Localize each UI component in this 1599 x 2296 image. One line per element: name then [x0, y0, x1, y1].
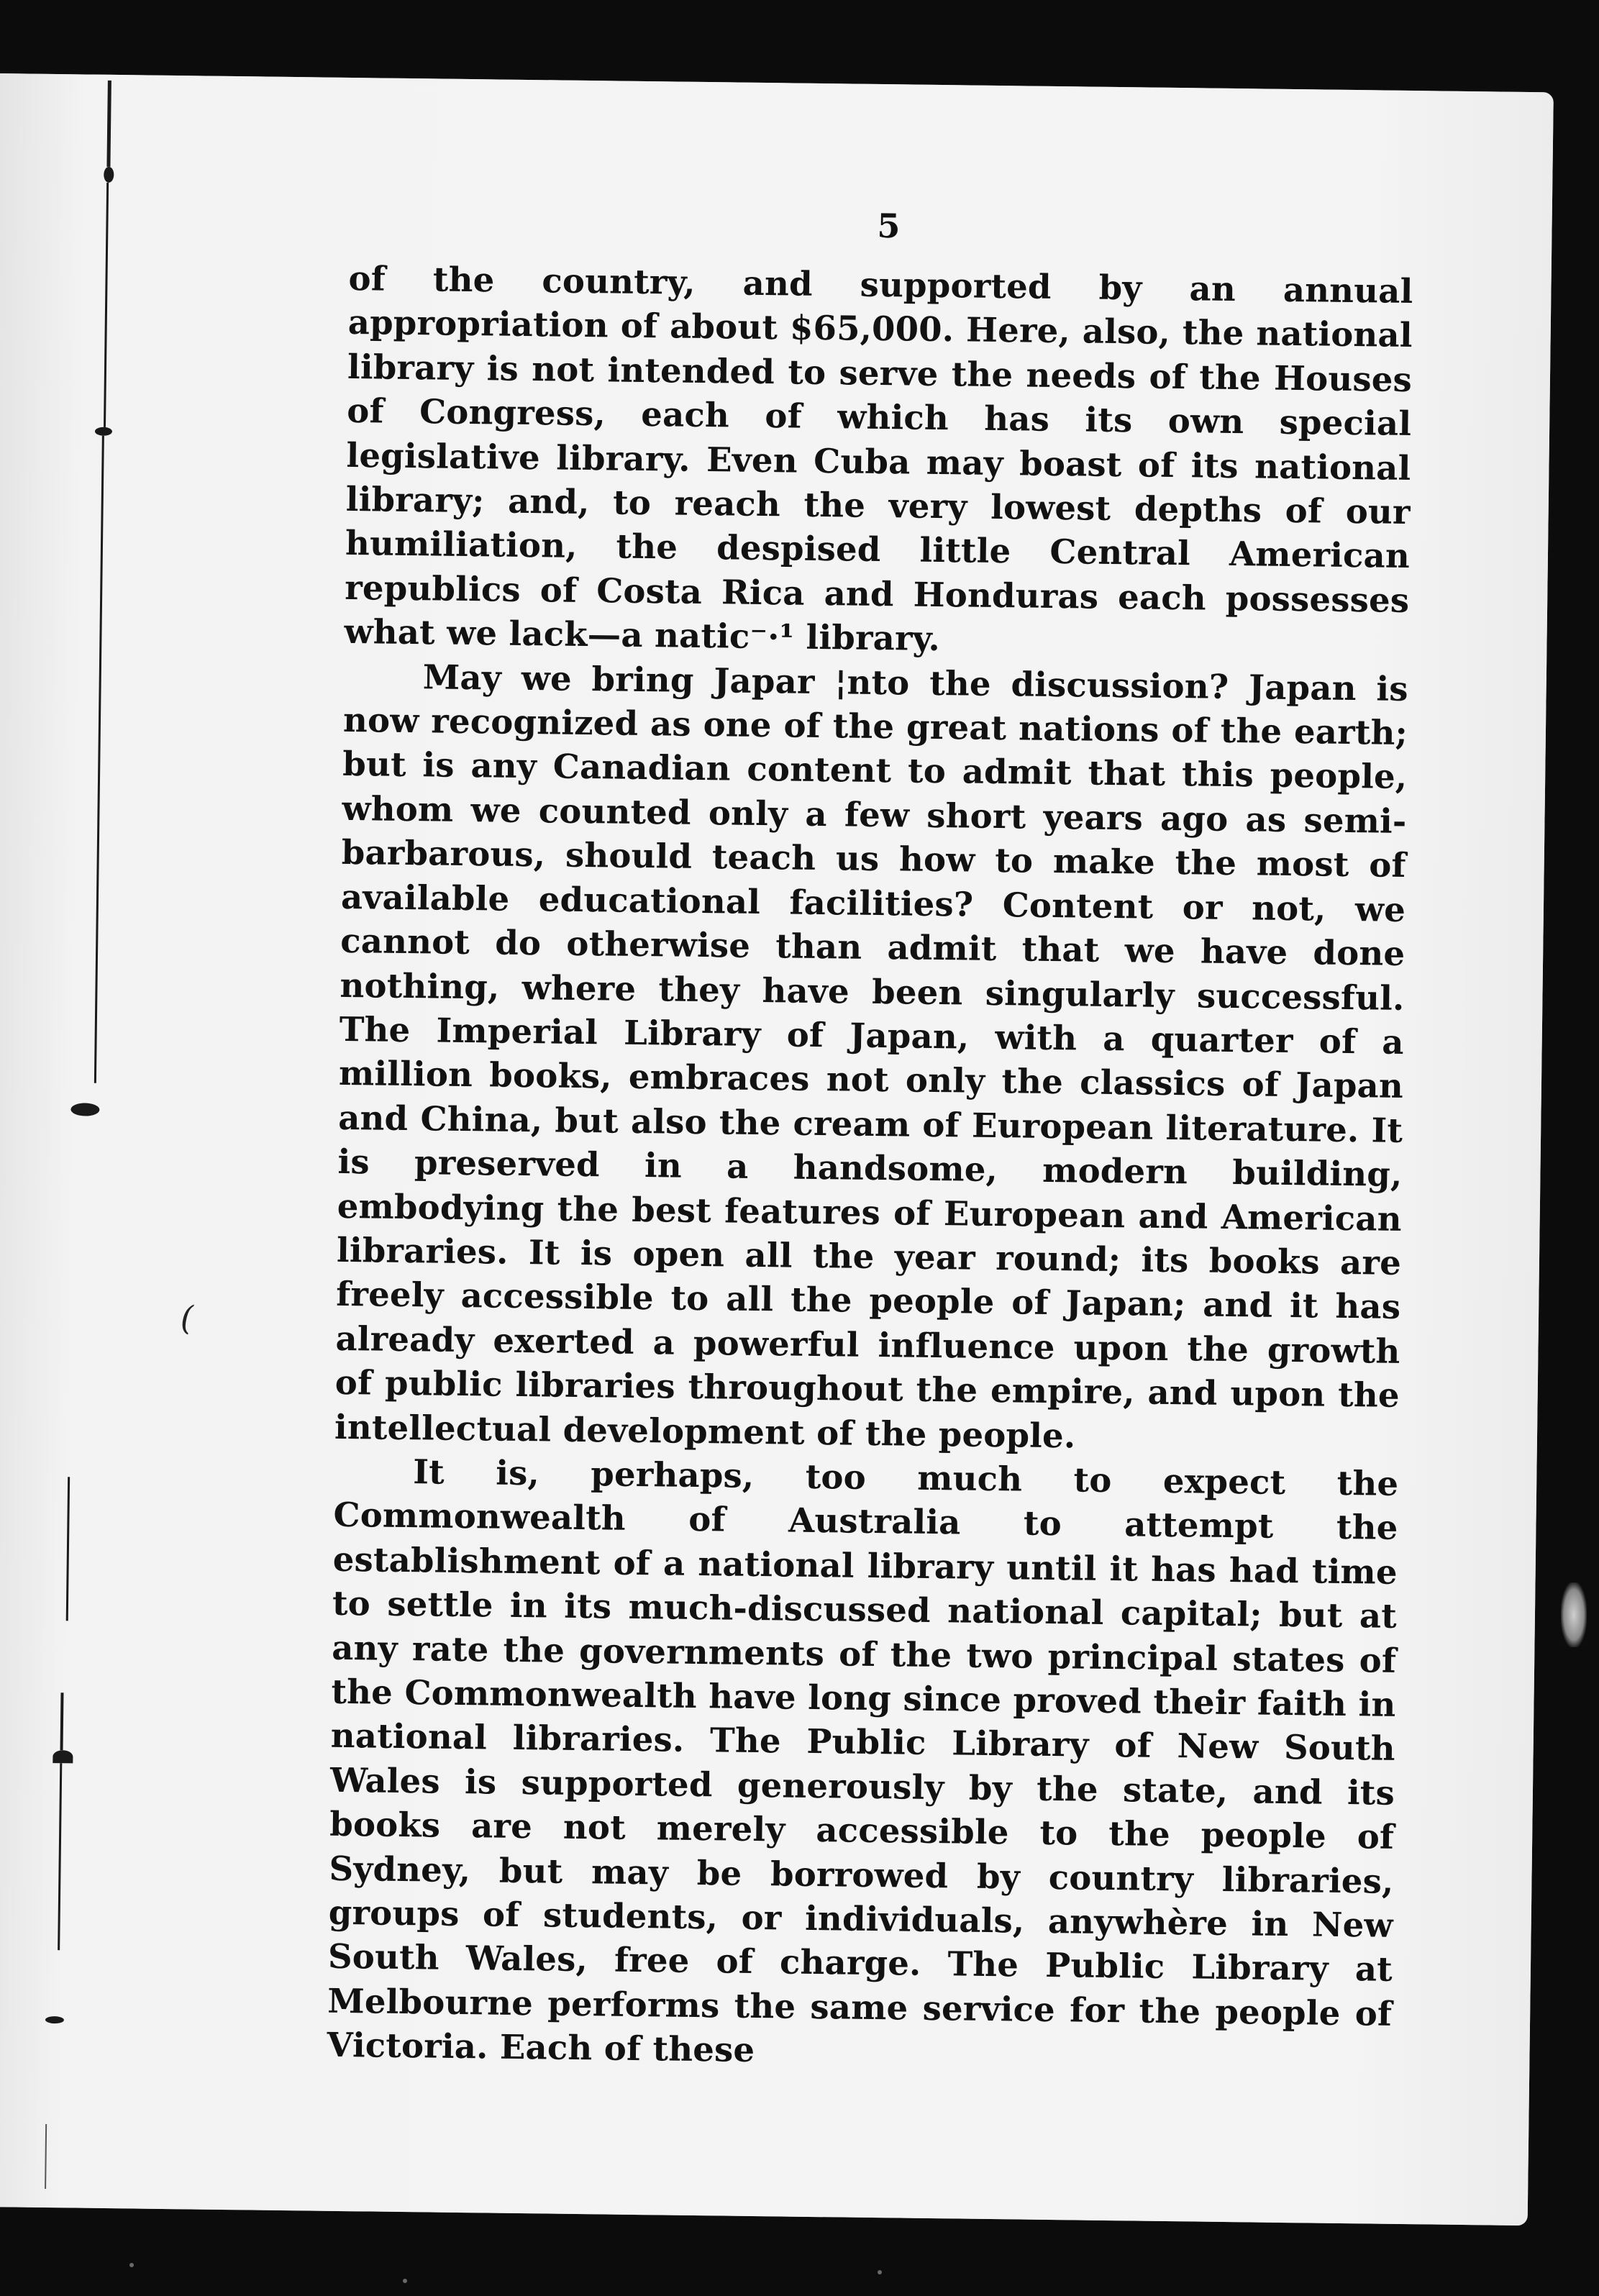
- body-text: [327, 256, 1413, 2080]
- edge-speck: [1561, 1582, 1587, 1647]
- binding-mark-2: [95, 427, 112, 436]
- dust-speck-1: [878, 2270, 882, 2274]
- stray-margin-mark: (: [180, 1298, 194, 1338]
- dust-speck-2: [403, 2279, 407, 2283]
- binding-mark-3: [70, 1103, 99, 1116]
- paragraph-2: May we bring Japar ¦nto the discussion? Japan is now recognized as one of the great nations of the earth; but is any Canadian content to admit that this people, whom we counted only a few short years ago as semi-barbarous, should teach us how to make the most of available educational facilities? Content or not, we cannot do otherwise than admit that we have done nothing, where they have been singularly successful. The Imperial Library of Japan, with a quarter of a million books, embraces not only the classics of Japan and China, but also the cream of European literature. It is preserved in a handsome, modern building, embodying the best features of European and American libraries. It is open all the year round; its books are freely accessible to all the people of Japan; and it has already exerted a powerful influence upon the growth of public libraries throughout the empire, and upon the intellectual development of the people.: [334, 656, 1409, 1455]
- dust-speck-3: [129, 2263, 134, 2267]
- paragraph-1: of the country, and supported by an annual appropriation of about $65,000. Here, also, the national library is not intended to serve the needs of the Houses of Congress, each of which has its own special legislative library. Even Cuba may boast of its national library; and, to reach the very lowest depths of our humiliation, the despised little Central American republics of Costa Rica and Honduras each possesses what we lack—a natic⁻·¹ library.: [344, 258, 1413, 659]
- binding-mark-4: [53, 1750, 73, 1763]
- paragraph-3: It is, perhaps, too much to expect the Commonwealth of Australia to attempt the establishment of a national library until it has had time to settle in its much-discussed national capital; but at any rate the governments of the two principal states of the Commonwealth have long since proved their faith in national libraries. The Public Library of New South Wales is supported generously by the state, and its books are not merely accessible to the people of Sydney, but may be borrowed by country libraries, groups of students, or individuals, anywhère in New South Wales, free of charge. The Public Library at Melbourne performs the same service for the people of Victoria. Each of these: [327, 1452, 1399, 2070]
- page-number: 5: [877, 206, 901, 246]
- binding-mark-5: [45, 2016, 64, 2023]
- scanned-page: [0, 73, 1554, 2226]
